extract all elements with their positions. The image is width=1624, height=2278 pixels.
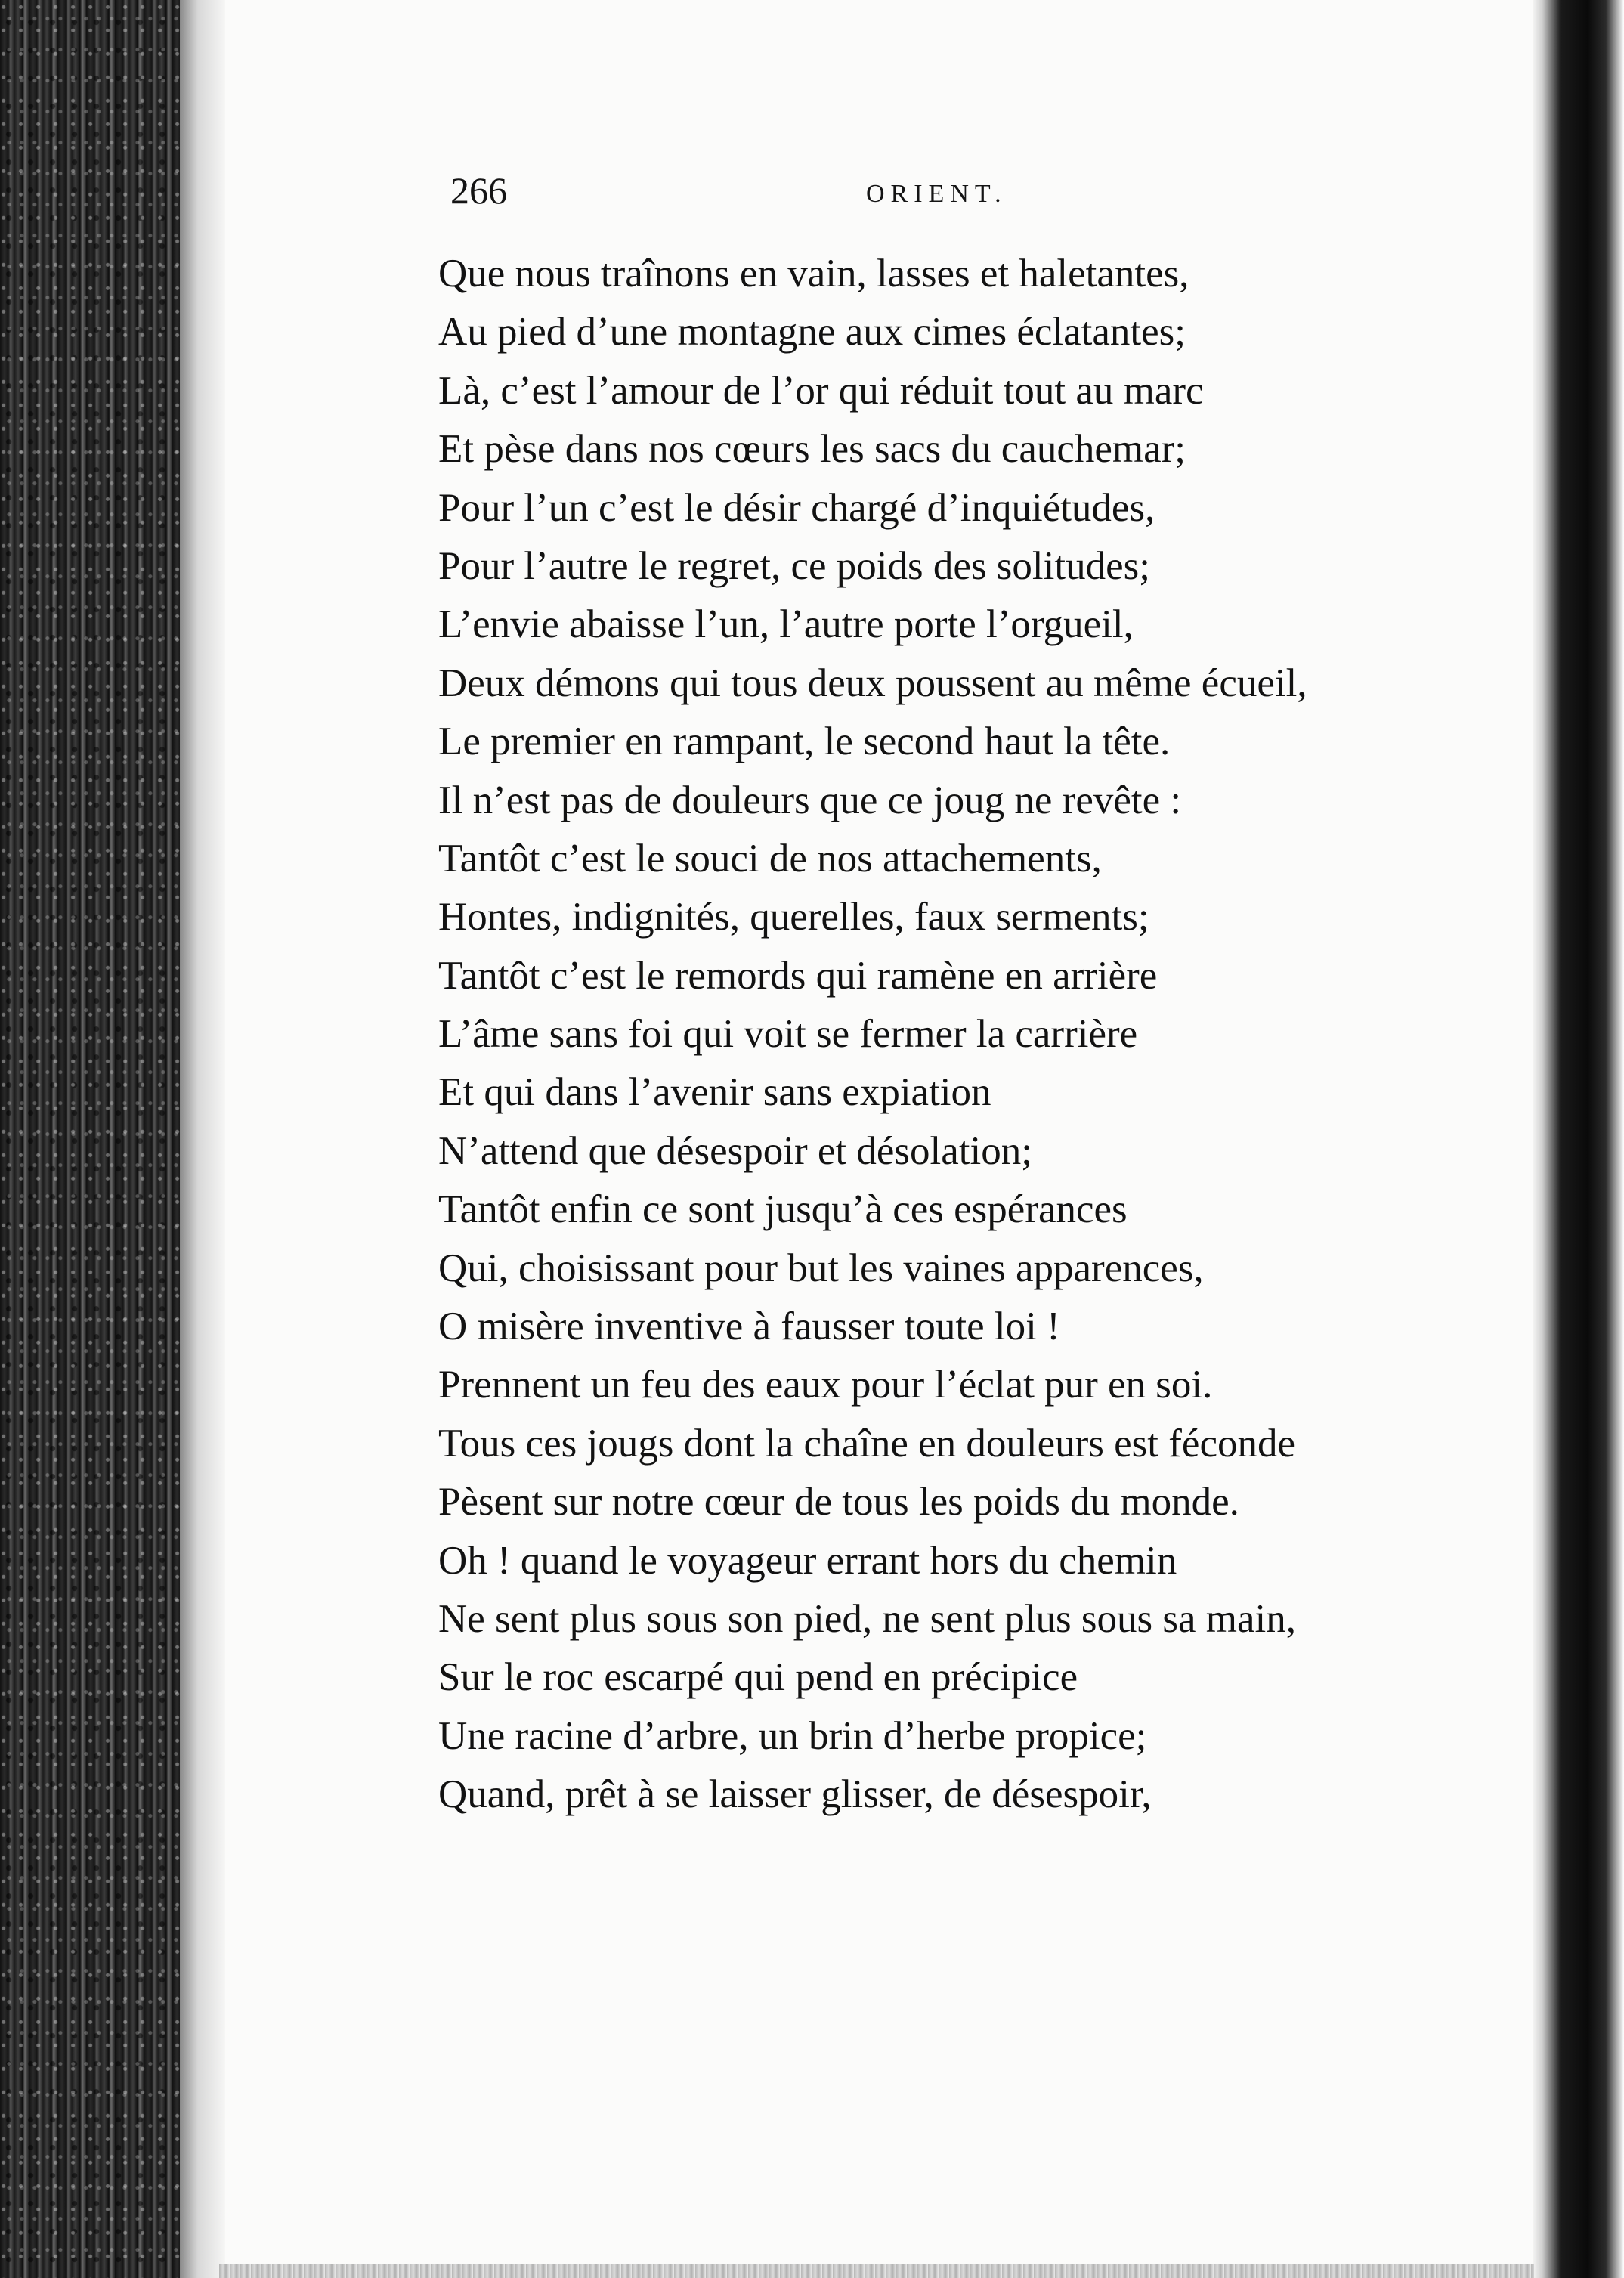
poem-line: Une racine d’arbre, un brin d’herbe propice; [438, 1713, 1147, 1758]
binding-speckle [0, 0, 189, 2278]
poem-line: Pour l’un c’est le désir chargé d’inquiétudes, [438, 485, 1155, 530]
poem-line: Prennent un feu des eaux pour l’éclat pur en soi. [438, 1363, 1213, 1407]
page-edge-right [1533, 0, 1624, 2278]
poem-line: Tantôt enfin ce sont jusqu’à ces espérances [438, 1187, 1128, 1232]
poem-line: O misère inventive à fausser toute loi ! [438, 1305, 1060, 1349]
poem-line: Oh ! quand le voyageur errant hors du chemin [438, 1538, 1177, 1583]
poem-line: Hontes, indignités, querelles, faux serments; [438, 895, 1149, 939]
poem-line: Qui, choisissant pour but les vaines apparences, [438, 1246, 1204, 1290]
poem-line: Au pied d’une montagne aux cimes éclatantes; [438, 310, 1186, 354]
poem-line: Le premier en rampant, le second haut la tête. [438, 720, 1171, 764]
poem-line: Quand, prêt à se laisser glisser, de désespoir, [438, 1772, 1152, 1817]
page-header [450, 168, 1463, 221]
poem-line: Que nous traînons en vain, lasses et haletantes, [438, 252, 1189, 296]
page-edge-bottom [219, 2264, 1534, 2278]
poem-line: Deux démons qui tous deux poussent au même écueil, [438, 661, 1307, 705]
poem-line: N’attend que désespoir et désolation; [438, 1128, 1032, 1173]
poem-line: Et qui dans l’avenir sans expiation [438, 1070, 991, 1115]
poem-line: Tous ces jougs dont la chaîne en douleurs est féconde [438, 1421, 1295, 1466]
poem-line: Ne sent plus sous son pied, ne sent plus sous sa main, [438, 1596, 1297, 1641]
poem-line: Pour l’autre le regret, ce poids des solitudes; [438, 543, 1150, 588]
poem-line: Pèsent sur notre cœur de tous les poids du monde. [438, 1480, 1239, 1524]
poem-line: L’envie abaisse l’un, l’autre porte l’orgueil, [438, 602, 1134, 647]
poem-line: Sur le roc escarpé qui pend en précipice [438, 1655, 1078, 1700]
poem-line: Tantôt c’est le souci de nos attachements, [438, 836, 1102, 881]
poem-line: Tantôt c’est le remords qui ramène en arrière [438, 953, 1158, 998]
poem-line: Là, c’est l’amour de l’or qui réduit tout au marc [438, 368, 1204, 413]
poem-line: Il n’est pas de douleurs que ce joug ne revête : [438, 778, 1182, 822]
page-number: 266 [450, 169, 507, 212]
poem-line: Et pèse dans nos cœurs les sacs du cauchemar; [438, 427, 1186, 472]
running-head: ORIENT. [866, 180, 1007, 208]
poem-text [438, 245, 1511, 1825]
binding-shadow [180, 0, 225, 2278]
poem-line: L’âme sans foi qui voit se fermer la carrière [438, 1012, 1138, 1057]
